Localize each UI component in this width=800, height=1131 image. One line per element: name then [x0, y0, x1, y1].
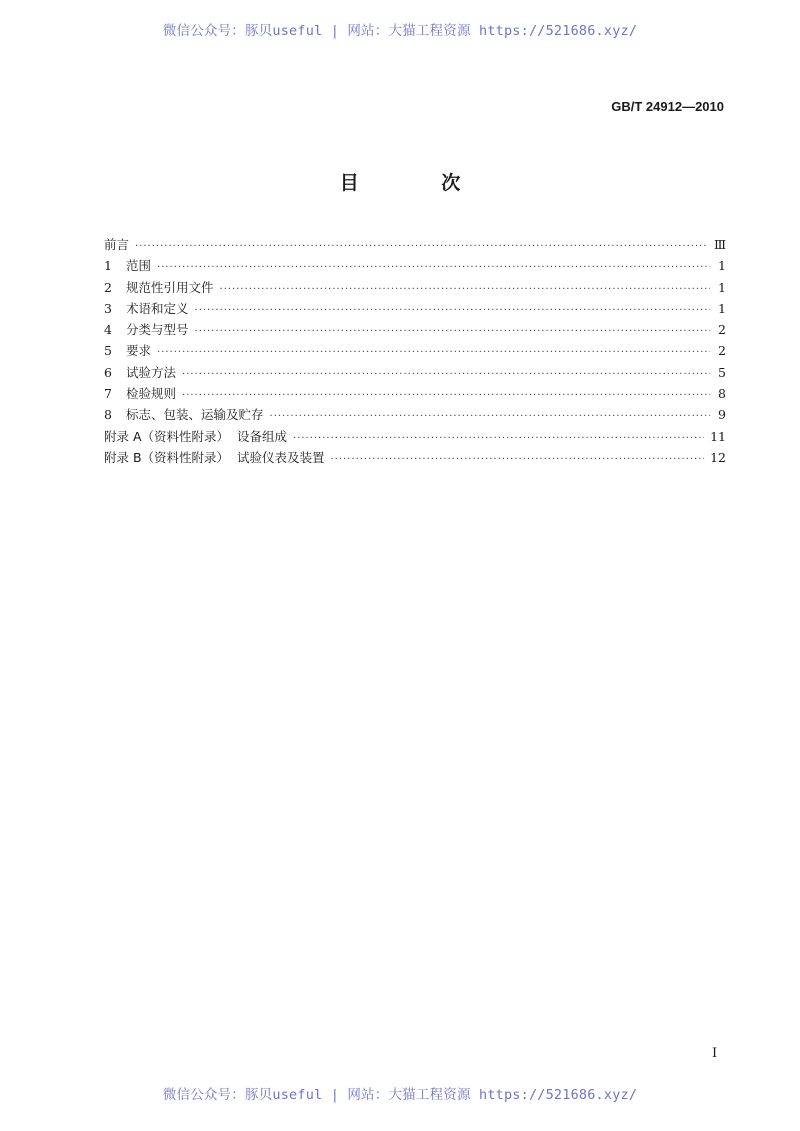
toc-leader-dots [195, 300, 710, 321]
toc-entry-label: 检验规则 [126, 386, 177, 402]
toc-leader-dots [195, 321, 710, 342]
toc-entry-2[interactable] [104, 277, 726, 298]
toc-entry-label: 附录 A（资料性附录） 设备组成 [104, 428, 287, 444]
toc-leader-dots [270, 406, 710, 427]
toc-entry-page: 1 [718, 258, 726, 274]
toc-entry-page: 11 [710, 428, 726, 444]
toc-entry-3[interactable] [104, 298, 726, 319]
toc-entry-page: 12 [710, 449, 726, 465]
toc-entry-number: 7 [104, 386, 112, 402]
toc-entry-label: 要求 [126, 343, 152, 359]
toc-entry-7[interactable] [104, 383, 726, 404]
toc-leader-dots [157, 257, 710, 278]
toc-entry-foreword[interactable] [104, 234, 726, 255]
toc-entry-label: 标志、包装、运输及贮存 [126, 407, 264, 423]
standard-number: GB/T 24912—2010 [611, 99, 724, 114]
toc-entry-number: 6 [104, 364, 112, 380]
toc-entry-page: 9 [718, 407, 726, 423]
watermark-top: 微信公众号：豚贝useful | 网站：大猫工程资源 https://521686.xyz/ [162, 23, 638, 39]
toc-leader-dots [157, 342, 710, 363]
toc-entry-8[interactable] [104, 404, 726, 425]
toc-entry-number: 5 [104, 343, 112, 359]
toc-entry-5[interactable] [104, 340, 726, 361]
toc-entry-number: 1 [104, 258, 112, 274]
watermark-bottom: 微信公众号：豚贝useful | 网站：大猫工程资源 https://521686.xyz/ [162, 1087, 638, 1103]
toc-entry-number: 2 [104, 279, 112, 295]
toc-entry-appendix-b[interactable] [104, 447, 726, 468]
toc-entry-number: 3 [104, 300, 112, 316]
toc-entry-label: 试验方法 [126, 364, 177, 380]
page-number: Ⅰ [712, 1046, 718, 1061]
toc-leader-dots [182, 364, 710, 385]
toc-entry-label: 分类与型号 [126, 322, 189, 338]
toc-entry-page: 2 [718, 322, 726, 338]
toc-entry-4[interactable] [104, 319, 726, 340]
toc-entry-page: 8 [718, 386, 726, 402]
toc-leader-dots [293, 428, 704, 449]
toc-leader-dots [182, 385, 710, 406]
toc-entry-appendix-a[interactable] [104, 426, 726, 447]
toc-entry-page: 5 [718, 364, 726, 380]
toc-leader-dots [135, 236, 708, 257]
toc-entry-label: 范围 [126, 258, 152, 274]
toc-entry-page: Ⅲ [713, 237, 726, 252]
table-of-contents [104, 234, 726, 468]
toc-leader-dots [220, 279, 710, 300]
toc-entry-label: 术语和定义 [126, 300, 189, 316]
toc-entry-label: 规范性引用文件 [126, 279, 214, 295]
toc-entry-page: 1 [718, 279, 726, 295]
toc-entry-label: 附录 B（资料性附录） 试验仪表及装置 [104, 449, 325, 465]
toc-entry-6[interactable] [104, 362, 726, 383]
toc-entry-page: 1 [718, 300, 726, 316]
toc-entry-page: 2 [718, 343, 726, 359]
toc-entry-number: 4 [104, 322, 112, 338]
toc-entry-1[interactable] [104, 255, 726, 276]
toc-leader-dots [331, 449, 705, 470]
toc-title: 目 次 [339, 172, 499, 194]
toc-entry-label: 前言 [104, 237, 130, 252]
toc-entry-number: 8 [104, 407, 112, 423]
